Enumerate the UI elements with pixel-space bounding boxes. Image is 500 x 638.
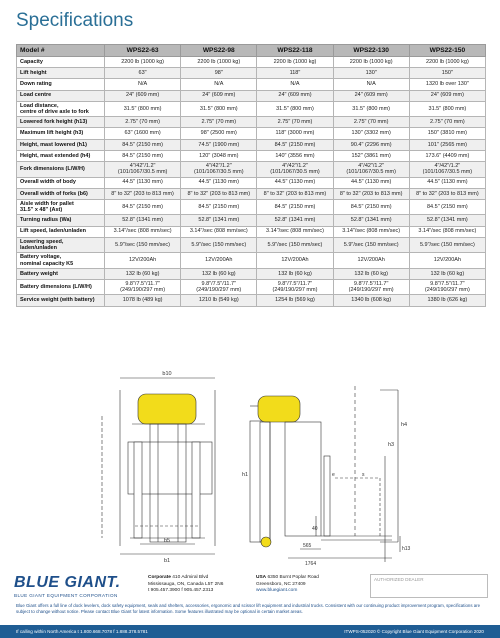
table-cell: 98" [181, 68, 257, 79]
table-cell: 63" [105, 68, 181, 79]
table-cell: 173.6" (4409 mm) [409, 150, 485, 161]
table-cell: 4"/42"/1.2" (101/1067/30.5 mm) [105, 162, 181, 178]
table-cell: N/A [181, 79, 257, 90]
table-cell: 3.14"/sec (808 mm/sec) [181, 226, 257, 237]
table-row [17, 215, 486, 226]
table-cell: 44.5" (1130 mm) [181, 177, 257, 188]
table-cell: 9.8"/7.5"/11.7" (249/190/297 mm) [257, 279, 333, 295]
row-label: Battery dimensions (L/W/H) [17, 279, 105, 295]
table-cell: 84.5" (2150 mm) [257, 139, 333, 150]
table-row [17, 237, 486, 253]
table-row [17, 279, 486, 295]
table-cell: 84.5" (2150 mm) [105, 199, 181, 215]
table-cell: 8" to 32" (203 to 813 mm) [105, 188, 181, 199]
usa-line2: Greensboro, NC 27409 [256, 581, 306, 587]
logo-subtext: BLUE GIANT EQUIPMENT CORPORATION [14, 593, 118, 598]
table-cell: 2.75" (70 mm) [105, 117, 181, 128]
table-cell: 5.9"/sec (150 mm/sec) [333, 237, 409, 253]
table-cell: 31.5" (800 mm) [257, 101, 333, 117]
table-cell: 130" (3302 mm) [333, 128, 409, 139]
table-cell: 3.14"/sec (808 mm/sec) [333, 226, 409, 237]
table-cell: 9.8"/7.5"/11.7" (249/190/297 mm) [181, 279, 257, 295]
phone-info: If calling within North America t 1.800.668.7078 f 1.888.378.5781 [16, 629, 148, 634]
table-cell: 1380 lb (626 kg) [409, 295, 485, 306]
table-cell: 4"/42"/1.2" (101/1067/30.5 mm) [333, 162, 409, 178]
table-cell: 44.5" (1130 mm) [333, 177, 409, 188]
table-cell: 84.5" (2150 mm) [105, 139, 181, 150]
label-b5: b5 [163, 538, 171, 544]
footer-bar [0, 625, 500, 638]
table-cell: 52.8" (1341 mm) [333, 215, 409, 226]
table-row [17, 253, 486, 269]
table-row [17, 177, 486, 188]
usa-address [256, 575, 319, 595]
disclaimer-text: Blue Giant offers a full line of dock levelers, dock safety equipment, seals and shelters, accessories, ergonomic and scissor lift equipment and industrial trucks. Consistent with our continuing product improvement program, specifications are subject to change without notice. Please contact Blue Giant for latest information. Some features illustrated may be optional in certain market areas. [16, 603, 481, 614]
usa-line1: 6350 Burnt Poplar Road [267, 575, 319, 580]
table-cell: 31.5" (800 mm) [333, 101, 409, 117]
label-h4: h4 [401, 422, 408, 428]
row-label: Battery voltage, nominal capacity K5 [17, 253, 105, 269]
table-cell: 101" (2565 mm) [409, 139, 485, 150]
copyright: ITWPS-052020 © Copyright Blue Giant Equipment Corporation 2020 [344, 629, 484, 634]
table-cell: 1078 lb (489 kg) [105, 295, 181, 306]
table-cell: 52.8" (1341 mm) [257, 215, 333, 226]
table-row [17, 101, 486, 117]
blue-giant-logo [14, 574, 134, 598]
row-label: Down rating [17, 79, 105, 90]
table-cell: 31.5" (800 mm) [409, 101, 485, 117]
label-h13: h13 [402, 546, 411, 552]
table-cell: 2200 lb (1000 kg) [105, 57, 181, 68]
table-cell: N/A [105, 79, 181, 90]
table-cell: 5.9"/sec (150 mm/sec) [181, 237, 257, 253]
row-label: Overall width of body [17, 177, 105, 188]
table-cell: 52.8" (1341 mm) [181, 215, 257, 226]
table-cell: 44.5" (1130 mm) [105, 177, 181, 188]
row-label: Lowered fork height (h13) [17, 117, 105, 128]
row-label: Height, mast extended (h4) [17, 150, 105, 161]
row-label: Load distance, centre of drive axle to fork [17, 101, 105, 117]
row-label: Fork dimensions (L/W/H) [17, 162, 105, 178]
row-label: Battery weight [17, 268, 105, 279]
footer [0, 570, 500, 638]
table-cell: 52.8" (1341 mm) [105, 215, 181, 226]
table-cell: 118" [257, 68, 333, 79]
table-cell: 150" [409, 68, 485, 79]
table-header-row [17, 45, 486, 57]
table-row [17, 117, 486, 128]
table-cell: 84.5" (2150 mm) [333, 199, 409, 215]
row-label: Capacity [17, 57, 105, 68]
label-b1: b1 [163, 558, 171, 564]
table-cell: 150" (3810 mm) [409, 128, 485, 139]
table-cell: 3.14"/sec (808 mm/sec) [105, 226, 181, 237]
row-label: Turning radius (Wa) [17, 215, 105, 226]
row-label: Lift speed, laden/unladen [17, 226, 105, 237]
table-cell: N/A [333, 79, 409, 90]
table-cell: 8" to 32" (203 to 813 mm) [257, 188, 333, 199]
table-row [17, 139, 486, 150]
label-e: e [332, 472, 335, 478]
usa-label: USA [256, 575, 267, 580]
table-row [17, 79, 486, 90]
table-cell: 2200 lb (1000 kg) [333, 57, 409, 68]
label-h3: h3 [388, 442, 395, 448]
table-cell: 8" to 32" (203 to 813 mm) [181, 188, 257, 199]
table-cell: 132 lb (60 kg) [409, 268, 485, 279]
table-cell: 1210 lb (549 kg) [181, 295, 257, 306]
label-565: 565 [303, 543, 312, 549]
table-cell: 9.8"/7.5"/11.7" (249/190/297 mm) [409, 279, 485, 295]
website-link[interactable]: www.bluegiant.com [256, 588, 298, 594]
table-cell: 1340 lb (608 kg) [333, 295, 409, 306]
table-cell: 98" (2500 mm) [181, 128, 257, 139]
row-label: Overall width of forks (b6) [17, 188, 105, 199]
table-cell: 9.8"/7.5"/11.7" (249/190/297 mm) [105, 279, 181, 295]
table-cell: 52.8" (1341 mm) [409, 215, 485, 226]
table-cell: 132 lb (60 kg) [257, 268, 333, 279]
label-40: 40 [312, 526, 318, 532]
table-cell: 44.5" (1130 mm) [409, 177, 485, 188]
page-title: Specifications [16, 10, 134, 31]
table-cell: N/A [257, 79, 333, 90]
header-model-3: WPS22-118 [257, 45, 333, 57]
table-cell: 9.8"/7.5"/11.7" (249/190/297 mm) [333, 279, 409, 295]
row-label: Maximum lift height (h3) [17, 128, 105, 139]
table-cell: 31.5" (800 mm) [181, 101, 257, 117]
table-cell: 4"/42"/1.2" (101/1067/30.5 mm) [257, 162, 333, 178]
table-row [17, 90, 486, 101]
table-cell: 152" (3861 mm) [333, 150, 409, 161]
header-model-1: WPS22-63 [105, 45, 181, 57]
table-cell: 8" to 32" (203 to 813 mm) [333, 188, 409, 199]
header-model-2: WPS22-98 [181, 45, 257, 57]
table-cell: 132 lb (60 kg) [333, 268, 409, 279]
table-row [17, 188, 486, 199]
table-cell: 12V/200Ah [333, 253, 409, 269]
table-cell: 2.75" (70 mm) [333, 117, 409, 128]
table-cell: 120" (3048 mm) [181, 150, 257, 161]
row-label: Load centre [17, 90, 105, 101]
table-row [17, 128, 486, 139]
table-cell: 5.9"/sec (150 mm/sec) [105, 237, 181, 253]
table-cell: 132 lb (60 kg) [105, 268, 181, 279]
header-model-5: WPS22-150 [409, 45, 485, 57]
row-label: Aisle width for pallet 31.5" x 48" (Ast) [17, 199, 105, 215]
logo-text: BLUE GIANT. [14, 574, 121, 591]
table-cell: 31.5" (800 mm) [105, 101, 181, 117]
table-cell: 1254 lb (569 kg) [257, 295, 333, 306]
table-cell: 84.5" (2150 mm) [409, 199, 485, 215]
table-row [17, 226, 486, 237]
label-1764: 1764 [305, 561, 317, 566]
corporate-label: Corporate [148, 575, 171, 580]
table-row [17, 57, 486, 68]
table-cell: 132 lb (60 kg) [181, 268, 257, 279]
table-cell: 12V/200Ah [257, 253, 333, 269]
table-cell: 140" (3556 mm) [257, 150, 333, 161]
table-cell: 3.14"/sec (808 mm/sec) [257, 226, 333, 237]
table-cell: 12V/200Ah [181, 253, 257, 269]
dimension-diagram [80, 366, 420, 566]
table-row [17, 150, 486, 161]
table-cell: 24" (609 mm) [333, 90, 409, 101]
row-label: Service weight (with battery) [17, 295, 105, 306]
table-cell: 2.75" (70 mm) [409, 117, 485, 128]
table-cell: 130" [333, 68, 409, 79]
table-row [17, 295, 486, 306]
table-row [17, 199, 486, 215]
row-label: Height, mast lowered (h1) [17, 139, 105, 150]
table-cell: 12V/200Ah [409, 253, 485, 269]
truck-dimension-drawings [80, 366, 420, 566]
table-row [17, 162, 486, 178]
table-cell: 2200 lb (1000 kg) [257, 57, 333, 68]
table-cell: 8" to 32" (203 to 813 mm) [409, 188, 485, 199]
corporate-line3: t 905.457.3900 f 905.457.2313 [148, 588, 214, 594]
corporate-line2: Mississauga, ON, Canada L5T 2N6 [148, 581, 224, 587]
table-cell: 1320 lb over 130" [409, 79, 485, 90]
header-model-4: WPS22-130 [333, 45, 409, 57]
authorized-dealer-box: AUTHORIZED DEALER [370, 574, 488, 598]
table-cell: 24" (609 mm) [257, 90, 333, 101]
row-label: Lift height [17, 68, 105, 79]
table-cell: 74.5" (1900 mm) [181, 139, 257, 150]
table-cell: 24" (609 mm) [105, 90, 181, 101]
table-cell: 12V/200Ah [105, 253, 181, 269]
corporate-address [148, 575, 223, 595]
row-label: Lowering speed, laden/unladen [17, 237, 105, 253]
table-cell: 84.5" (2150 mm) [257, 199, 333, 215]
label-b10: b10 [162, 371, 172, 377]
table-cell: 118" (3000 mm) [257, 128, 333, 139]
table-cell: 44.5" (1130 mm) [257, 177, 333, 188]
table-row [17, 68, 486, 79]
table-cell: 84.5" (2150 mm) [105, 150, 181, 161]
corporate-line1: 410 Admiral Blvd [172, 575, 209, 580]
table-cell: 5.9"/sec (150 mm/sec) [409, 237, 485, 253]
table-cell: 5.9"/sec (150 mm/sec) [257, 237, 333, 253]
header-model: Model # [17, 45, 105, 57]
table-cell: 3.14"/sec (808 mm/sec) [409, 226, 485, 237]
table-cell: 84.5" (2150 mm) [181, 199, 257, 215]
table-cell: 24" (609 mm) [409, 90, 485, 101]
label-h1: h1 [242, 472, 249, 478]
label-s: s [362, 472, 365, 478]
table-cell: 24" (609 mm) [181, 90, 257, 101]
table-cell: 4"/42"/1.2" (101/1067/30.5 mm) [181, 162, 257, 178]
table-cell: 2.75" (70 mm) [181, 117, 257, 128]
table-cell: 4"/42"/1.2" (101/1067/30.5 mm) [409, 162, 485, 178]
table-row [17, 268, 486, 279]
table-cell: 2200 lb (1000 kg) [181, 57, 257, 68]
table-cell: 2200 lb (1000 kg) [409, 57, 485, 68]
table-cell: 2.75" (70 mm) [257, 117, 333, 128]
table-cell: 90.4" (2296 mm) [333, 139, 409, 150]
specifications-table [16, 44, 486, 307]
table-cell: 63" (1600 mm) [105, 128, 181, 139]
